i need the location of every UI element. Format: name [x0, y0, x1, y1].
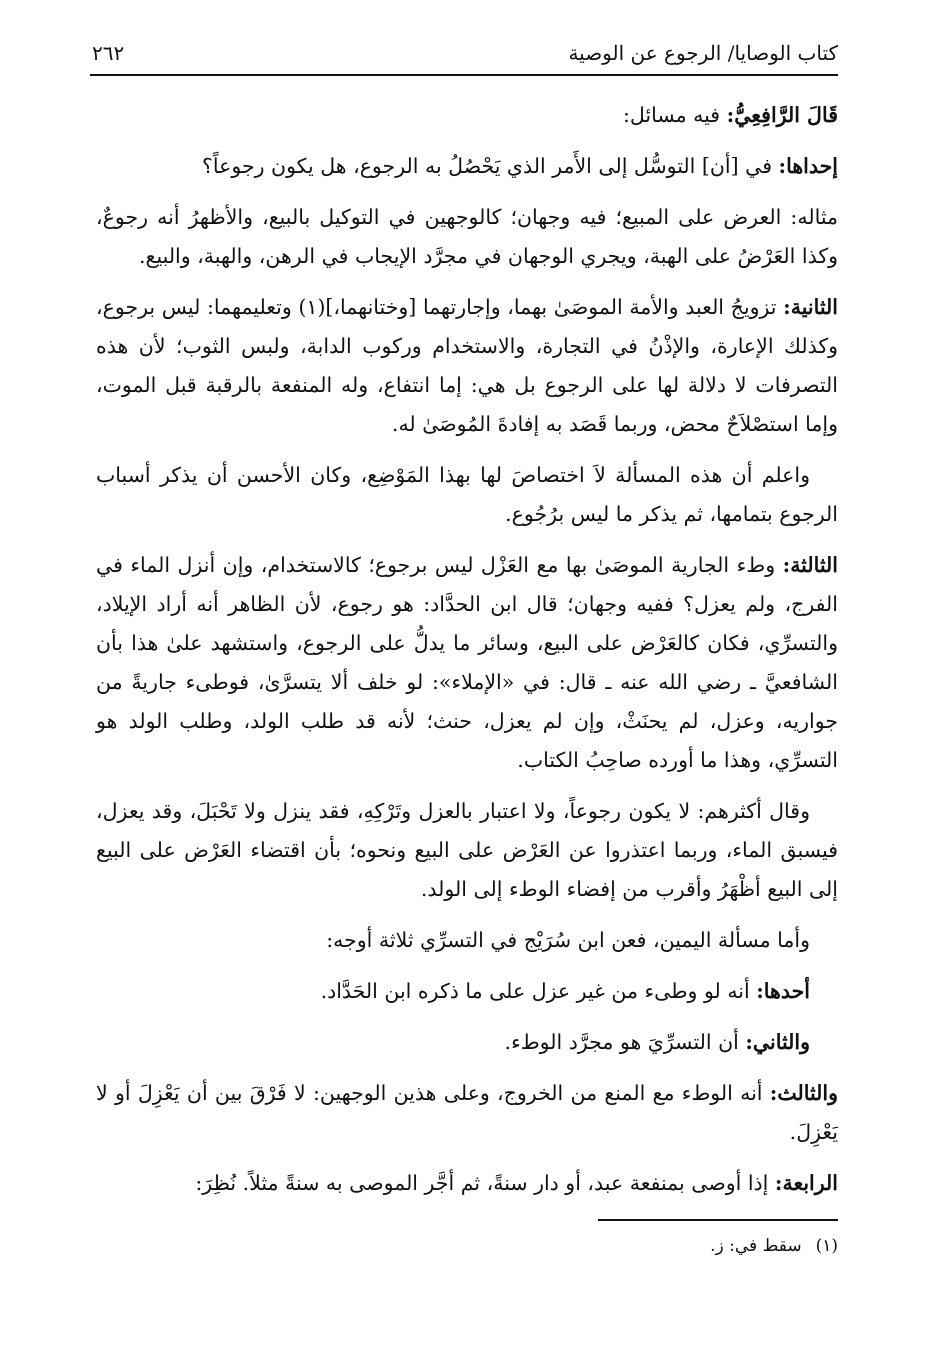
header-rule: [90, 74, 838, 76]
footnote-number: (١): [815, 1236, 838, 1256]
paragraph-text: وأما مسألة اليمين، فعن ابن سُرَيْج في التسرِّي ثلاثة أوجه:: [326, 928, 810, 952]
paragraph: [96, 921, 838, 960]
paragraph-text: أن التسرِّيَ هو مجرَّد الوطء.: [504, 1030, 746, 1054]
paragraph-lead: إحداها:: [778, 154, 838, 178]
footnote-text: سقط في: ز.: [710, 1236, 802, 1256]
paragraph-lead: الثانية:: [783, 295, 838, 319]
paragraph-lead: والثاني:: [745, 1030, 810, 1054]
paragraph-text: أنه لو وطىء من غير عزل على ما ذكره ابن الحَدَّاد.: [320, 979, 757, 1003]
paragraph-text: تزويجُ العبد والأمة الموصَىٰ بهما، وإجارتهما [وختانهما،](١) وتعليمهما: ليس برجوع، وكذلك الإعارة، والإذْنُ في التجارة، والاستخدام وركوب الدابة، ولبس الثوب؛ لأن هذه التصرفات لا دلالة لها على الرجوع بل هي: إما انتفاع، وله المنفعة بالرقبة قبل الموت، وإما استصْلاَحٌ محض، وربما قَصَد به إفادةَ المُوصَىٰ له.: [96, 295, 838, 436]
paragraph: [96, 456, 838, 534]
paragraph-text: أنه الوطء مع المنع من الخروج، وعلى هذين الوجهين: لا فَرْقَ بين أن يَعْزِلَ أو لا يَعْزِلَ.: [96, 1081, 838, 1144]
paragraph: [96, 198, 838, 276]
paragraph: [96, 546, 838, 780]
paragraph-text: في [أن] التوسُّل إلى الأَمر الذي يَحْصُلُ به الرجوع، هل يكون رجوعاً؟: [202, 154, 779, 178]
paragraph: [96, 792, 838, 909]
paragraph-lead: أحدها:: [756, 979, 810, 1003]
paragraph-text: مثاله: العرض على المبيع؛ فيه وجهان؛ كالوجهين في التوكيل بالبيع، والأظهرُ أنه رجوعٌ، وكذا العَرْضُ على الهبة، ويجري الوجهان في مجرَّد الإيجاب في الرهن، والهبة، والبيع.: [96, 205, 838, 268]
paragraph-lead: والثالث:: [769, 1081, 838, 1105]
paragraph-text: فيه مسائل:: [622, 103, 727, 127]
footnote: [400, 1232, 838, 1260]
paragraph-lead: قَالَ الرَّافِعِيُّ:: [726, 103, 838, 127]
paragraph: [96, 1164, 838, 1203]
paragraph-text: إذا أوصى بمنفعة عبد، أو دار سنةً، ثم أجَّر الموصى به سنةً مثلاً. نُظِرَ:: [195, 1171, 775, 1195]
paragraph: [96, 147, 838, 186]
paragraph-lead: الثالثة:: [782, 553, 838, 577]
paragraph-text: واعلم أن هذه المسألة لاَ اختصاصَ لها بهذا المَوْضِع، وكان الأحسن أن يذكر أسباب الرجوع بتمامها، ثم يذكر ما ليس برُجُوع.: [96, 463, 838, 526]
paragraph: [96, 972, 838, 1011]
paragraph: [96, 288, 838, 444]
page-header: [92, 36, 838, 70]
main-text: [96, 96, 838, 1215]
paragraph-lead: الرابعة:: [774, 1171, 838, 1195]
running-title: كتاب الوصايا/ الرجوع عن الوصية: [568, 41, 838, 65]
paragraph: [96, 1074, 838, 1152]
paragraph-text: وقال أكثرهم: لا يكون رجوعاً، ولا اعتبار بالعزل وتَرْكِهِ، فقد ينزل ولا تَحْبَلَ، وقد يعزل، فيسبق الماء، وربما اعتذروا عن العَرْض على البيع ونحوه؛ بأن اقتضاء العَرْض على البيع إلى البيع أظْهَرُ وأقرب من إفضاء الوطء إلى الولد.: [96, 799, 838, 901]
footnote-rule: [598, 1219, 838, 1221]
page-number: ٢٦٢: [92, 41, 125, 65]
paragraph: [96, 96, 838, 135]
paragraph-text: وطء الجارية الموصَىٰ بها مع العَزْل ليس برجوع؛ كالاستخدام، وإن أنزل الماء في الفرج، ولم يعزل؟ ففيه وجهان؛ قال ابن الحدَّاد: هو رجوع، لأن الظاهر أنه أراد الإيلاد، والتسرِّي، فكان كالعَرْض على البيع، وسائر ما يدلُّ على الرجوع، واستشهد علىٰ هذا بأن الشافعيَّ ـ رضي الله عنه ـ قال: في «الإملاء»: لو خلف ألا يتسرَّىٰ، فوطىء جاريةً من جواريه، وعزل، لم يحنَثْ، وإن لم يعزل، حنث؛ لأنه قد طلب الولد، وطلب الولد هو التسرِّي، وهذا ما أورده صاحِبُ الكتاب.: [96, 553, 838, 772]
paragraph: [96, 1023, 838, 1062]
